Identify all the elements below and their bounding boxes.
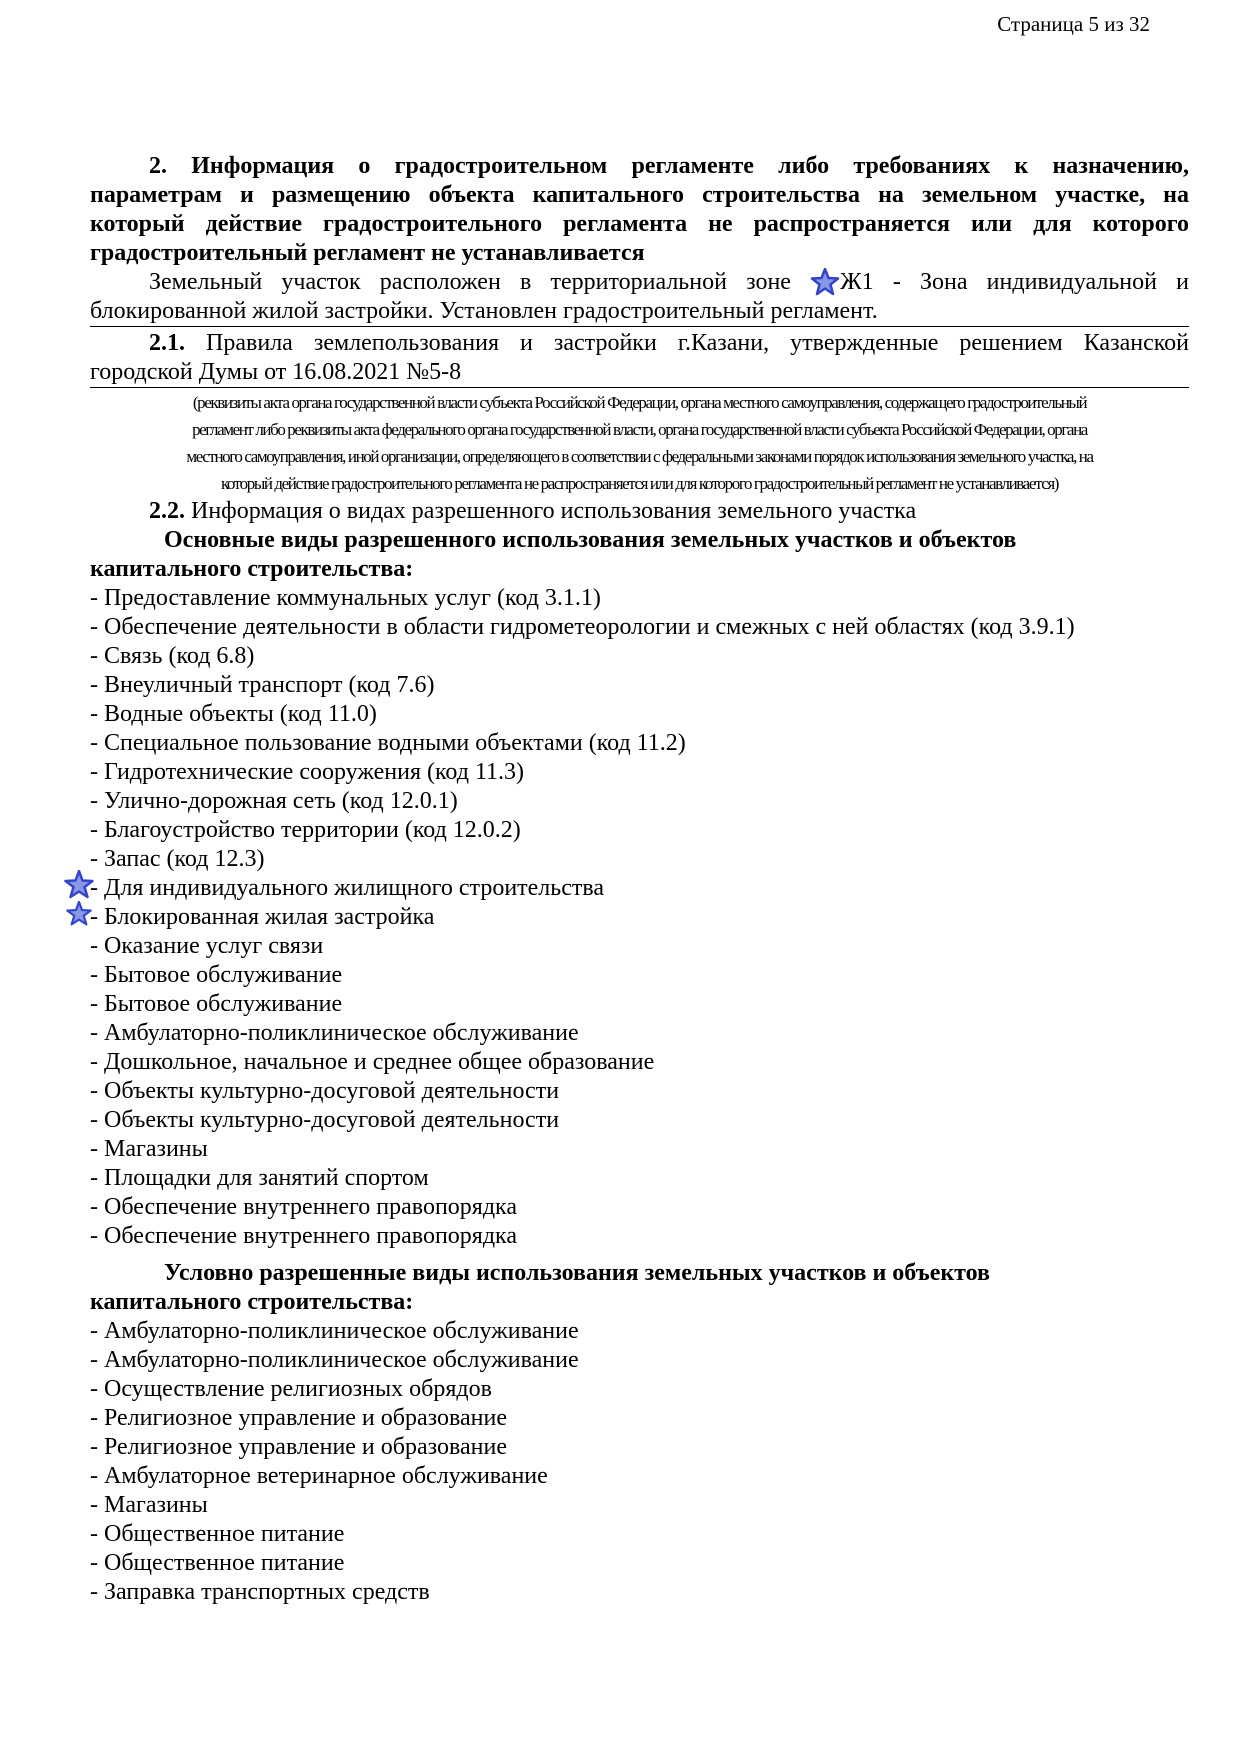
requisites-note-line: который действие градостроительного регламента не распространяется или для которого градостроительный регламент не устанавливается) xyxy=(220,474,1059,493)
list-item: - Объекты культурно-досуговой деятельности xyxy=(90,1107,560,1133)
list-item-marked xyxy=(90,903,1189,932)
document-body xyxy=(90,152,1189,1607)
section-2-heading-line: градостроительный регламент не устанавливается xyxy=(90,240,645,266)
zone-info-line-1 xyxy=(90,268,1189,297)
list-item: - Гидротехнические сооружения (код 11.3) xyxy=(90,759,525,785)
page-number: Страница 5 из 32 xyxy=(997,12,1150,36)
section-2-2-line xyxy=(90,497,1189,526)
list-item: - Амбулаторно-поликлиническое обслуживание xyxy=(90,1020,579,1046)
section-2-heading-line: параметрам и размещению объекта капитального строительства на земельном участке, на xyxy=(90,182,1189,208)
list-item: - Магазины xyxy=(90,1136,208,1162)
conditional-uses-heading-line: капитального строительства: xyxy=(90,1289,414,1315)
list-item: - Дошкольное, начальное и среднее общее образование xyxy=(90,1049,655,1075)
list-item-marked xyxy=(90,874,1189,903)
list-item: - Бытовое обслуживание xyxy=(90,962,343,988)
list-item: - Амбулаторно-поликлиническое обслуживание xyxy=(90,1318,579,1344)
section-2-heading-line: 2. Информация о градостроительном регламенте либо требованиях к назначению, xyxy=(149,153,1189,179)
list-item: - Обеспечение внутреннего правопорядка xyxy=(90,1194,517,1220)
list-item: - Амбулаторно-поликлиническое обслуживание xyxy=(90,1347,579,1373)
list-item: - Общественное питание xyxy=(90,1521,345,1547)
list-item-text: - Блокированная жилая застройка xyxy=(90,904,435,930)
list-item: - Благоустройство территории (код 12.0.2) xyxy=(90,817,521,843)
section-2-2-number: 2.2. xyxy=(149,498,185,524)
blue-star-stamp-icon xyxy=(810,268,840,292)
main-uses-heading-line: капитального строительства: xyxy=(90,556,414,582)
list-item: - Осуществление религиозных обрядов xyxy=(90,1376,492,1402)
requisites-note-line: (реквизиты акта органа государственной власти субъекта Российской Федерации, органа местного самоуправления, содержащего градостроительный xyxy=(192,393,1087,412)
list-item: - Оказание услуг связи xyxy=(90,933,324,959)
requisites-note-line: местного самоуправления, иной организации, определяющего в соответствии с федеральными законами порядок использования земельного участка, на xyxy=(186,447,1093,466)
list-item: - Заправка транспортных средств xyxy=(90,1579,430,1605)
list-item: - Религиозное управление и образование xyxy=(90,1405,507,1431)
list-item: - Улично-дорожная сеть (код 12.0.1) xyxy=(90,788,458,814)
blue-star-stamp-icon xyxy=(64,870,94,900)
main-uses-heading-line: Основные виды разрешенного использования земельных участков и объектов xyxy=(164,527,1017,553)
list-item: - Площадки для занятий спортом xyxy=(90,1165,429,1191)
list-item: - Предоставление коммунальных услуг (код 3.1.1) xyxy=(90,585,601,611)
section-2-heading-line: который действие градостроительного регламента не распространяется или для которого xyxy=(90,211,1189,237)
conditional-uses-list xyxy=(90,1317,1189,1607)
list-item: - Запас (код 12.3) xyxy=(90,846,265,872)
section-2-2-text: Информация о видах разрешенного использования земельного участка xyxy=(191,498,917,524)
conditional-uses-heading-line: Условно разрешенные виды использования земельных участков и объектов xyxy=(164,1260,991,1286)
section-2-1-text: Правила землепользования и застройки г.Казани, утвержденные решением Казанской xyxy=(206,330,1190,356)
list-item: - Бытовое обслуживание xyxy=(90,991,343,1017)
conditional-uses-heading xyxy=(90,1259,1189,1317)
main-uses-heading xyxy=(90,526,1189,584)
zone-info-text: Земельный участок расположен в территориальной зоне xyxy=(149,269,791,295)
list-item: - Общественное питание xyxy=(90,1550,345,1576)
section-2-1-number: 2.1. xyxy=(149,330,185,356)
section-2-1-line-2: городской Думы от 16.08.2021 №5-8 xyxy=(90,358,1189,388)
list-item: - Обеспечение внутреннего правопорядка xyxy=(90,1223,517,1249)
requisites-note-line: регламент либо реквизиты акта федерального органа государственной власти, органа государственной власти субъекта Российской Федерации, органа xyxy=(192,420,1087,439)
list-item-text: - Для индивидуального жилищного строительства xyxy=(90,875,605,901)
zone-name-text: Ж1 - Зона индивидуальной и xyxy=(840,269,1189,295)
list-item: - Водные объекты (код 11.0) xyxy=(90,701,377,727)
list-item: - Специальное пользование водными объектами (код 11.2) xyxy=(90,730,686,756)
main-uses-list xyxy=(90,584,1189,1251)
list-item: - Амбулаторное ветеринарное обслуживание xyxy=(90,1463,548,1489)
list-item: - Связь (код 6.8) xyxy=(90,643,255,669)
list-item: - Обеспечение деятельности в области гидрометеорологии и смежных с ней областях (код 3.9.1) xyxy=(90,614,1075,640)
list-item: - Внеуличный транспорт (код 7.6) xyxy=(90,672,435,698)
requisites-note xyxy=(90,390,1189,496)
list-item: - Религиозное управление и образование xyxy=(90,1434,507,1460)
list-item: - Объекты культурно-досуговой деятельности xyxy=(90,1078,560,1104)
blue-star-stamp-icon xyxy=(66,901,92,927)
list-item: - Магазины xyxy=(90,1492,208,1518)
section-2-1-line-1 xyxy=(90,329,1189,358)
section-2-heading xyxy=(90,152,1189,268)
zone-info-line-2: блокированной жилой застройки. Установлен градостроительный регламент. xyxy=(90,297,1189,327)
